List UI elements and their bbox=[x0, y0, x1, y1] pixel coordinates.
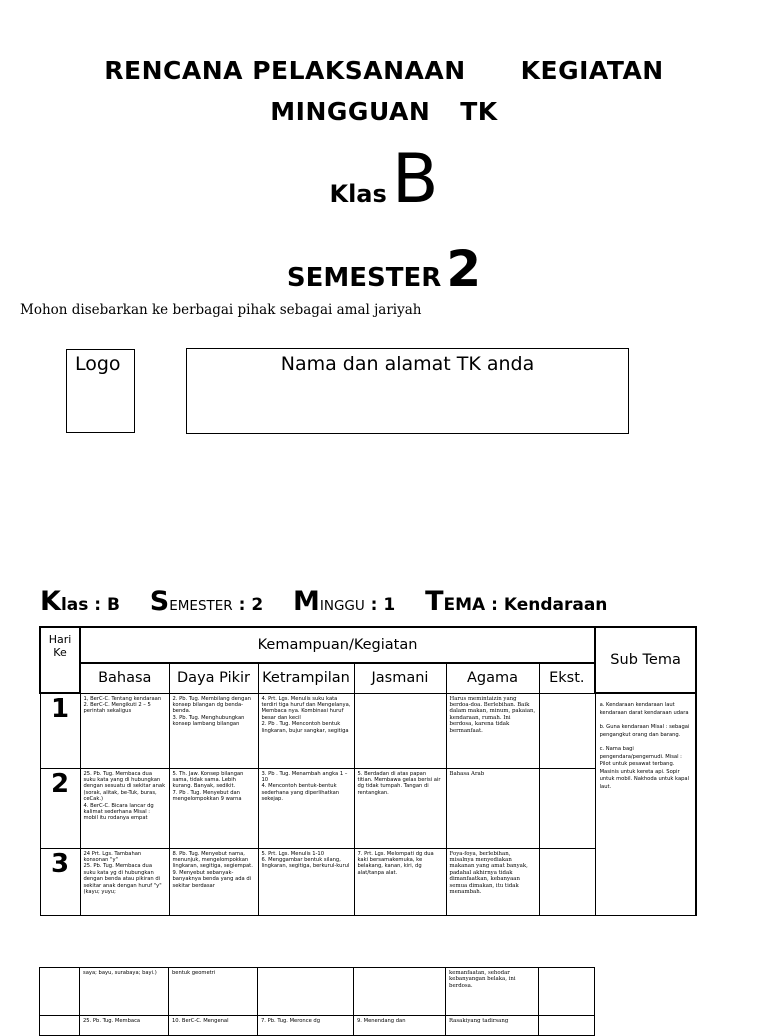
cell-jasmani: 9. Menendang dan bbox=[354, 1016, 446, 1036]
cell-jasmani bbox=[354, 693, 446, 768]
activity-item: 6. Menggambar bentuk silang, lingkaran, segitiga, berkurul-kurul bbox=[261, 856, 350, 870]
cell-agama: Rasakiyang tadirsang bbox=[446, 1016, 539, 1036]
activity-item: 4. BerC-C. Bicara lancar dg kalimat sederhana Misal : mobil itu rodanya empat bbox=[83, 802, 154, 822]
cell-agama bbox=[446, 768, 539, 848]
cell-bahasa bbox=[80, 693, 169, 768]
title-part-c: MINGGUAN bbox=[270, 97, 431, 126]
subtema-cell bbox=[595, 968, 696, 1016]
col-ekst: Ekst. bbox=[539, 663, 595, 693]
activity-item: 9. Menyebut sebanyak-banyaknya benda yang ada di sekitar berdasar bbox=[172, 869, 252, 889]
page-title-line-1 bbox=[0, 56, 768, 85]
activity-item: Harus memintaizin yang berdoa-doa. Berlebihan. Baik dalam makan, minum, pakaian, kendaraan, rumah. Ini berdosa, karena tidak bermanfaat. bbox=[449, 695, 536, 734]
day-number bbox=[40, 1016, 80, 1036]
cell-jasmani bbox=[354, 768, 446, 848]
school-name-box bbox=[186, 348, 629, 434]
cell-bahasa bbox=[80, 848, 169, 915]
logo-placeholder bbox=[66, 349, 135, 433]
tema-rest: EMA : bbox=[443, 595, 498, 615]
cell-ekst bbox=[539, 968, 595, 1016]
tema-cap: T bbox=[425, 586, 444, 617]
col-bahasa: Bahasa bbox=[80, 663, 169, 693]
semester-value: 2 bbox=[446, 240, 482, 298]
col-daya-pikir: Daya Pikir bbox=[169, 663, 258, 693]
minggu-cap: M bbox=[293, 586, 320, 617]
cell-ketrampilan bbox=[258, 968, 354, 1016]
cell-ekst bbox=[539, 1016, 595, 1036]
cell-bahasa: 25. Pb. Tug. Membaca bbox=[80, 1016, 169, 1036]
kemampuan-header: Kemampuan/Kegiatan bbox=[80, 627, 595, 663]
cell-bahasa bbox=[80, 768, 169, 848]
activity-item: 4. Mencontoh bentuk-bentuk sederhana yang diperlihatkan sekejap. bbox=[261, 783, 340, 803]
semester-label: SEMESTER bbox=[286, 263, 442, 293]
cell-agama: kemanfaatan, sehodar kebanyangan belaka, ini berdosa. bbox=[446, 968, 539, 1016]
minggu-info: : 1 bbox=[364, 595, 396, 615]
cell-jasmani bbox=[354, 848, 446, 915]
activity-item: Foya-foya, berlebihan, misalnya menyediakan makanan yang amat banyak, padahal akhirnya tidak dimanfaatkan, kebanyaan semua dimakan, itu tidak menambah. bbox=[449, 850, 528, 895]
col-ketrampilan: Ketrampilan bbox=[258, 663, 354, 693]
cell-agama bbox=[446, 848, 539, 915]
activity-item: 25. Pb. Tug. Membaca dua suku kata yg di hubungkan dengan benda atau pikiran di sekitar anak dengan huruf "y" (kayu; yuyu; bbox=[83, 863, 162, 895]
info-line bbox=[40, 586, 607, 617]
col-agama: Agama bbox=[446, 663, 539, 693]
day-number bbox=[40, 968, 80, 1016]
cell-ketrampilan bbox=[258, 848, 354, 915]
klas-value: B bbox=[391, 140, 439, 219]
title-part-a: RENCANA PELAKSANAAN bbox=[104, 56, 466, 85]
activity-item: Bahasa Arab bbox=[449, 770, 485, 777]
cell-ekst bbox=[539, 768, 595, 848]
activity-item: 7. Pb . Tug. Menyebut dan mengelompokkan 9 warna bbox=[172, 789, 242, 803]
cell-daya-pikir bbox=[169, 768, 258, 848]
table-row bbox=[40, 1016, 696, 1036]
subtema-cell bbox=[595, 693, 696, 915]
title-part-d: TK bbox=[460, 97, 498, 126]
subtema-item: b. Guna kendaraan Misal : sebagai pengangkut orang dan barang. bbox=[599, 724, 690, 738]
day-number: 3 bbox=[40, 848, 80, 915]
subtema-item: c. Nama bagi pengendara/pengemudi. Misal : Pilot untuk pesawat terbang. Masinis untuk kereta api. Sopir untuk mobil. Nakhoda untuk kapal laut. bbox=[599, 746, 690, 790]
cell-agama bbox=[446, 693, 539, 768]
hari-ke-header: Hari Ke bbox=[40, 627, 80, 693]
cell-daya-pikir: bentuk geometri bbox=[169, 968, 258, 1016]
cell-ketrampilan: 7. Pb. Tug. Meronce dg bbox=[258, 1016, 354, 1036]
cell-daya-pikir: 10. BerC-C. Mengenal bbox=[169, 1016, 258, 1036]
activity-item: 3. Pb . Tug. Menambah angka 1 – 10 bbox=[261, 770, 348, 783]
activity-item: 5. Th. Jaw. Konsep bilangan sama, tidak sama. Lebih kurang. Banyak, sedikit. bbox=[172, 770, 244, 790]
cell-ekst bbox=[539, 848, 595, 915]
klas-heading bbox=[0, 140, 768, 219]
cell-ekst bbox=[539, 693, 595, 768]
table-row bbox=[40, 968, 696, 1016]
cell-daya-pikir bbox=[169, 693, 258, 768]
semester-info: : 2 bbox=[232, 595, 264, 615]
activity-item: 25. Pb. Tug. Membaca dua suku kata yang di hubungkan dengan sesuatu di sekitar anak (sorak, alitak, be-Tuk, buras, ceCak.) bbox=[83, 770, 166, 803]
subtema-header: Sub Tema bbox=[595, 627, 696, 693]
activity-item: 2. BerC-C. Mengikuti 2 – 5 perintah sekaligus bbox=[83, 701, 151, 715]
cell-daya-pikir bbox=[169, 848, 258, 915]
table-row bbox=[40, 693, 696, 768]
subtema-item: a. Kendaraan kendaraan laut kendaraan darat kendaraan udara bbox=[599, 702, 689, 716]
activity-item: 5. Prt. Lgs. Menulis 1-10 bbox=[261, 850, 325, 857]
day-number: 2 bbox=[40, 768, 80, 848]
activity-table-continued bbox=[39, 967, 696, 1036]
klas-label: Klas bbox=[329, 180, 387, 208]
page-title-line-2 bbox=[0, 97, 768, 126]
activity-item: 7. Prt. Lgs. Melompati dg dua kaki bersamakemuka, ke belakang, kanan, kiri, dg alat/tanpa alat. bbox=[357, 850, 434, 876]
activity-item: 1, BerC-C. Tentang kendaraan bbox=[83, 695, 162, 702]
day-number: 1 bbox=[40, 693, 80, 768]
klas-cap: K bbox=[40, 586, 61, 617]
col-jasmani: Jasmani bbox=[354, 663, 446, 693]
semester-rest: EMESTER bbox=[169, 598, 233, 614]
klas-info: las : B bbox=[60, 595, 120, 615]
activity-item: 2. Pb. Tug. Membilang dengan konsep bilangan dg benda-benda. bbox=[172, 695, 251, 715]
cell-ketrampilan bbox=[258, 693, 354, 768]
semester-cap: S bbox=[149, 586, 170, 617]
activity-item: 2. Pb . Tug. Mencontoh bentuk lingkaran, bujur sangkar, segitiga bbox=[261, 721, 349, 734]
activity-item: 3. Pb. Tug. Menghubungkan konsep lambang bilangan bbox=[172, 714, 245, 728]
activity-item: 8. Pb. Tug. Menyebut nama, menunjuk, mengelompokkan lingkaran, segitiga, segiempat. bbox=[172, 850, 253, 870]
cell-bahasa: saya; bayu, surabaya; bayi.) bbox=[80, 968, 169, 1016]
subtema-cell bbox=[595, 1016, 696, 1036]
activity-table bbox=[39, 626, 697, 916]
title-part-b: KEGIATAN bbox=[520, 56, 664, 85]
school-name-label: Nama dan alamat TK anda bbox=[280, 353, 535, 375]
tema-value: Kendaraan bbox=[497, 595, 608, 615]
activity-item: 5. Berdadan di atas papan titian. Membawa gelas berisi air dg tidak tumpah. Tangan di rentangkan. bbox=[357, 770, 441, 796]
semester-heading bbox=[0, 240, 768, 298]
distribution-note: Mohon disebarkan ke berbagai pihak sebagai amal jariyah bbox=[20, 302, 422, 318]
cell-ketrampilan bbox=[258, 768, 354, 848]
activity-item: 24 Prt. Lgs. Tambahan konsonan "y" bbox=[83, 850, 142, 863]
logo-label: Logo bbox=[75, 353, 121, 375]
minggu-rest: INGGU bbox=[319, 598, 365, 614]
cell-jasmani bbox=[354, 968, 446, 1016]
activity-item: 4. Prt. Lgs. Menulis suku kata terdiri tiga huruf dan Mengelanya, Membaca nya. Kombinasi huruf besar dan kecil bbox=[261, 695, 351, 721]
